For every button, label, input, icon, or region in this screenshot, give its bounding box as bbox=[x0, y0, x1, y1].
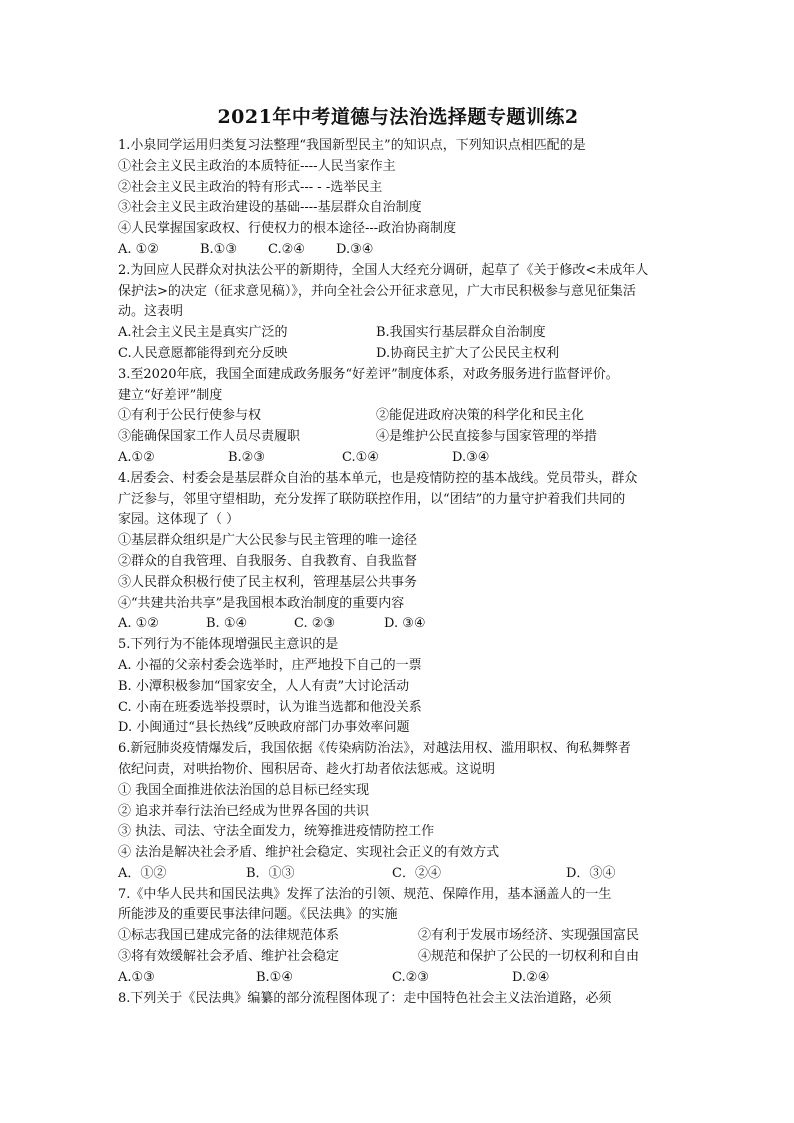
q1-option-d: D.③④ bbox=[336, 241, 374, 257]
q1-item-1: ①社会主义民主政治的本质特征----人民当家作主 bbox=[118, 158, 396, 174]
q3-options bbox=[118, 448, 678, 469]
q1-item-4: ④人民掌握国家政权、行使权力的根本途径---政治协商制度 bbox=[118, 221, 457, 237]
q4-options bbox=[118, 614, 678, 635]
q7-option-d: D.②④ bbox=[512, 969, 550, 985]
q3-items-row-2 bbox=[118, 427, 678, 448]
q5-option-b: B. 小潭积极参加“国家安全，人人有责”大讨论活动 bbox=[118, 678, 410, 694]
q4-stem-line-3: 家园。这体现了（ ） bbox=[118, 512, 240, 528]
q1-option-a: A. ①② bbox=[118, 241, 159, 257]
q2-option-a: A.社会主义民主是真实广泛的 bbox=[118, 325, 288, 341]
q6-item-3: ③ 执法、司法、守法全面发力，统筹推进疫情防控工作 bbox=[118, 824, 435, 840]
q6-stem-line-2: 依纪问责，对哄抬物价、囤积居奇、趁火打劫者依法惩戒。这说明 bbox=[118, 761, 496, 777]
q7-items-row-1 bbox=[118, 926, 678, 947]
q7-options bbox=[118, 968, 678, 989]
q7-item-2: ②有利于发展市场经济、实现强国富民 bbox=[418, 928, 640, 944]
q2-stem-line-1: 2.为回应人民群众对执法公平的新期待，全国人大经充分调研，起草了《关于修改<未成年人 bbox=[118, 262, 649, 278]
q3-item-4: ④是维护公民直接参与国家管理的举措 bbox=[376, 429, 598, 445]
q7-option-b: B.①④ bbox=[256, 969, 293, 985]
q4-option-b: B. ①④ bbox=[206, 616, 248, 632]
q1-options bbox=[118, 240, 678, 261]
q7-item-1: ①标志我国已建成完备的法律规范体系 bbox=[118, 928, 340, 944]
q4-item-4: ④“共建共治共享”是我国根本政治制度的重要内容 bbox=[118, 595, 405, 611]
q8-stem: 8.下列关于《民法典》编纂的部分流程图体现了：走中国特色社会主义法治道路，必须 bbox=[118, 990, 612, 1006]
q6-item-4: ④ 法治是解决社会矛盾、维护社会稳定、实现社会正义的有效方式 bbox=[118, 845, 500, 861]
q1-item-2: ②社会主义民主政治的特有形式--- - -选举民主 bbox=[118, 179, 383, 195]
q2-option-d: D.协商民主扩大了公民民主权利 bbox=[376, 345, 560, 361]
q3-option-a: A.①② bbox=[118, 449, 155, 465]
q7-stem-line-1: 7.《中华人民共和国民法典》发挥了法治的引领、规范、保障作用，基本涵盖人的一生 bbox=[118, 886, 612, 902]
q4-option-a: A. ①② bbox=[118, 616, 159, 632]
q2-stem-line-2: 保护法>的决定（征求意见稿）》，并向全社会公开征求意见，广大市民积极参与意见征集活 bbox=[118, 283, 636, 299]
q4-option-c: C. ②③ bbox=[294, 616, 336, 632]
q6-option-d: D．③④ bbox=[566, 865, 616, 881]
q2-options-row-2 bbox=[118, 344, 678, 365]
q1-stem: 1.小泉同学运用归类复习法整理“我国新型民主”的知识点，下列知识点相匹配的是 bbox=[118, 138, 586, 153]
q3-item-2: ②能促进政府决策的科学化和民主化 bbox=[376, 408, 585, 424]
q5-stem: 5.下列行为不能体现增强民主意识的是 bbox=[118, 637, 339, 653]
q2-option-b: B.我国实行基层群众自治制度 bbox=[376, 325, 546, 341]
q2-option-c: C.人民意愿都能得到充分反映 bbox=[118, 345, 288, 361]
page-title: 2021年中考道德与法治选择题专题训练2 bbox=[217, 106, 579, 128]
q1-item-3: ③社会主义民主政治建设的基础----基层群众自治制度 bbox=[118, 200, 422, 216]
document-page bbox=[118, 102, 678, 1009]
q4-stem-line-1: 4.居委会、村委会是基层群众自治的基本单元，也是疫情防控的基本战线。党员带头，群众 bbox=[118, 470, 638, 486]
q7-stem-line-2: 所能涉及的重要民事法律问题。《民法典》的实施 bbox=[118, 907, 398, 923]
q6-option-b: B．①③ bbox=[246, 865, 295, 881]
q1-option-b: B.①③ bbox=[200, 241, 237, 257]
q3-item-3: ③能确保国家工作人员尽责履职 bbox=[118, 429, 301, 445]
q5-option-a: A. 小福的父亲村委会选举时，庄严地投下自己的一票 bbox=[118, 657, 422, 673]
q4-stem-line-2: 广泛参与，邻里守望相助，充分发挥了联防联控作用，以“团结”的力量守护着我们共同的 bbox=[118, 491, 626, 507]
q4-option-d: D. ③④ bbox=[384, 616, 426, 632]
q7-item-4: ④规范和保护了公民的一切权利和自由 bbox=[418, 949, 640, 965]
q6-item-1: ① 我国全面推进依法治国的总目标已经实现 bbox=[118, 782, 370, 798]
q1-option-c: C.②④ bbox=[268, 241, 305, 257]
q3-items-row-1 bbox=[118, 406, 678, 427]
q2-options-row-1 bbox=[118, 323, 678, 344]
q3-option-d: D.③④ bbox=[452, 449, 490, 465]
q7-item-3: ③将有效缓解社会矛盾、维护社会稳定 bbox=[118, 949, 340, 965]
q6-option-a: A．①② bbox=[118, 865, 167, 881]
q6-item-2: ② 追求并奉行法治已经成为世界各国的共识 bbox=[118, 803, 370, 819]
q6-stem-line-1: 6.新冠肺炎疫情爆发后，我国依据《传染病防治法》，对越法用权、滥用职权、徇私舞弊者 bbox=[118, 741, 631, 757]
q5-option-c: C. 小南在班委选举投票时，认为谁当选都和他没关系 bbox=[118, 699, 422, 715]
q7-option-c: C.②③ bbox=[392, 969, 429, 985]
q4-item-3: ③人民群众积极行使了民主权利，管理基层公共事务 bbox=[118, 574, 418, 590]
q3-option-c: C.①④ bbox=[342, 449, 379, 465]
q6-option-c: C．②④ bbox=[392, 865, 441, 881]
q4-item-1: ①基层群众组织是广大公民参与民主管理的唯一途径 bbox=[118, 533, 418, 549]
q3-item-1: ①有利于公民行使参与权 bbox=[118, 408, 262, 424]
q3-option-b: B.②③ bbox=[228, 449, 265, 465]
q5-option-d: D. 小闽通过“县长热线”反映政府部门办事效率问题 bbox=[118, 720, 410, 736]
q2-stem-line-3: 动。这表明 bbox=[118, 304, 184, 320]
q7-items-row-2 bbox=[118, 947, 678, 968]
q6-options bbox=[118, 864, 678, 885]
q3-stem-line-1: 3.至2020年底，我国全面建成政务服务“好差评”制度体系，对政务服务进行监督评价。 bbox=[118, 366, 619, 382]
q3-stem-line-2: 建立“好差评”制度 bbox=[118, 387, 223, 403]
q4-item-2: ②群众的自我管理、自我服务、自我教育、自我监督 bbox=[118, 553, 418, 569]
q7-option-a: A.①③ bbox=[118, 969, 155, 985]
